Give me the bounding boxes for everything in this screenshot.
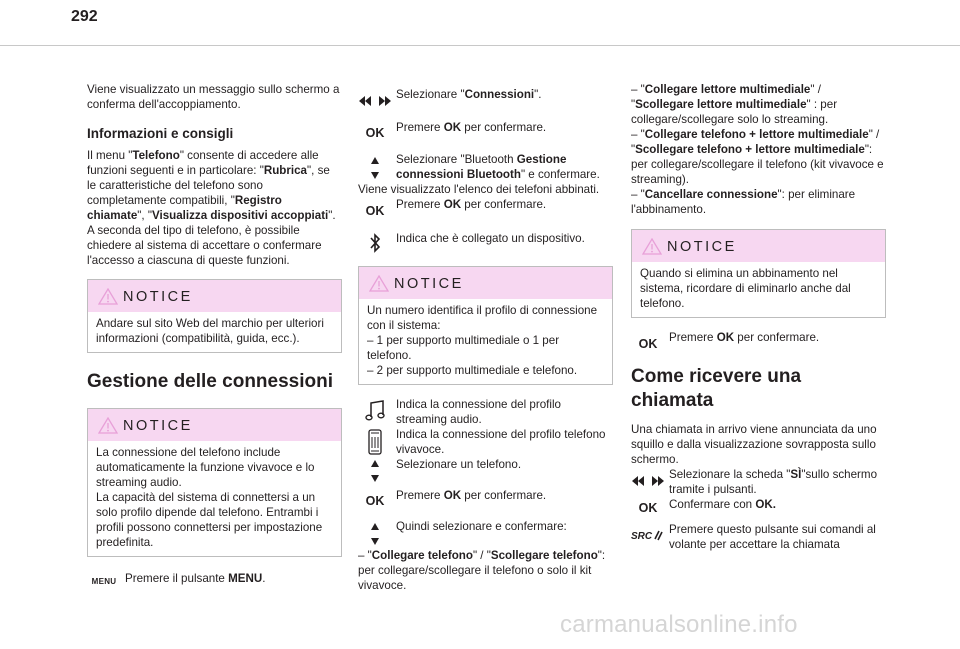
step-select-yes: Selezionare la scheda "SÌ"sullo schermo tramite i pulsanti. (631, 467, 886, 497)
ok-button-icon: OK (365, 126, 385, 140)
arrows-up-down-icon (358, 459, 392, 483)
step-confirm-ok: OK Confermare con OK. (631, 497, 886, 512)
warning-icon (98, 417, 118, 434)
header-divider (0, 45, 960, 46)
arrows-left-right-icon (358, 96, 392, 106)
step-press-ok-4: OK Premere OK per confermare. (631, 330, 886, 345)
notice-header (88, 409, 341, 441)
paired-list-note: Viene visualizzato l'elenco dei telefoni abbinati. (358, 183, 600, 196)
section-title-receive-call: Come ricevere una chiamata (631, 366, 802, 411)
notice-box-1 (87, 279, 342, 353)
notice-header (632, 230, 885, 262)
step-press-ok-1: OK Premere OK per confermare. (358, 120, 613, 135)
step-press-ok-3: OK Premere OK per confermare. (358, 488, 613, 503)
phone-icon (358, 429, 392, 455)
src-phone-button-icon: SRC (631, 529, 665, 543)
incoming-call-text: Una chiamata in arrivo viene annunciata da uno squillo e dalla visualizzazione sovrapposta sullo schermo. (631, 423, 877, 466)
ok-button-icon: OK (365, 204, 385, 218)
section-title-connections: Gestione delle connessioni (87, 371, 334, 392)
option-connect-phone: – "Collegare telefono" / "Scollegare telefono": per collegare/scollegare il telefono o solo il kit vivavoce. (358, 549, 606, 592)
ok-button-icon: OK (638, 501, 658, 515)
page-number: 292 (71, 8, 98, 25)
notice-body: Un numero identifica il profilo di connessione con il sistema: – 1 per supporto multimediale o 1 per telefono. – 2 per supporto multimediale e telefono. (367, 304, 598, 377)
notice-header (359, 267, 612, 299)
arrows-up-down-icon (358, 522, 392, 546)
step-select-confirm: Quindi selezionare e confermare: (358, 519, 613, 534)
music-note-icon (358, 400, 392, 422)
notice-header (88, 280, 341, 312)
ok-button-icon: OK (365, 494, 385, 508)
step-select-phone: Selezionare un telefono. (358, 457, 613, 472)
pairing-message: Viene visualizzato un messaggio sullo schermo a conferma dell'accoppiamento. (87, 83, 340, 111)
notice-body: Andare sul sito Web del marchio per ulteriori informazioni (compatibilità, guida, ecc.). (96, 317, 324, 345)
arrows-up-down-icon (358, 156, 392, 180)
info-paragraph-2: A seconda del tipo di telefono, è possibile chiedere al sistema di accettare o confermare l'accesso a ciascuna di queste funzioni. (87, 224, 322, 267)
bluetooth-icon (358, 233, 392, 253)
notice-box-4 (631, 229, 886, 318)
step-bluetooth-connected: Indica che è collegato un dispositivo. (358, 231, 613, 246)
arrows-left-right-icon (631, 476, 665, 486)
notice-box-3 (358, 266, 613, 385)
step-audio-streaming: Indica la connessione del profilo streaming audio. (358, 397, 613, 427)
notice-title: NOTICE (667, 239, 737, 255)
notice-body: La connessione del telefono include automaticamente la funzione vivavoce e lo streaming audio. La capacità del sistema di connettersi a un solo profilo dipende dal telefono. Entrambi i profili possono connettersi per impostazione predefinita. (96, 446, 323, 549)
notice-body: Quando si elimina un abbinamento nel sistema, ricordare di eliminarlo anche dal telefono. (640, 267, 851, 310)
option-connect-phone-media: – "Collegare telefono + lettore multimediale" / "Scollegare telefono + lettore multimediale": per collegare/scollegare il telefono (kit vivavoce e streaming). (631, 128, 884, 186)
step-select-connections: Selezionare "Connessioni". (358, 87, 613, 102)
notice-title: NOTICE (394, 276, 464, 292)
step-steering-wheel: SRC Premere questo pulsante sui comandi al volante per accettare la chiamata (631, 523, 876, 551)
menu-button-icon: MENU (91, 577, 117, 586)
column-1 (87, 82, 342, 586)
notice-box-2 (87, 408, 342, 557)
option-connect-media: – "Collegare lettore multimediale" / "Scollegare lettore multimediale" : per collegare/scollegare solo lo streaming. (631, 83, 838, 126)
step-handsfree-profile: Indica la connessione del profilo telefono vivavoce. (358, 427, 613, 457)
step-press-menu: MENU Premere il pulsante MENU. (87, 571, 342, 586)
warning-icon (98, 288, 118, 305)
footer-watermark: carmanualsonline.info (560, 611, 798, 638)
warning-icon (369, 275, 389, 292)
ok-button-icon: OK (638, 337, 658, 351)
column-2 (358, 82, 613, 593)
step-select-bluetooth: Selezionare "Bluetooth Gestione connessioni Bluetooth" e confermare. (358, 152, 613, 182)
info-heading: Informazioni e consigli (87, 126, 234, 141)
column-3 (631, 82, 886, 552)
notice-title: NOTICE (123, 289, 193, 305)
warning-icon (642, 238, 662, 255)
step-press-ok-2: OK Premere OK per confermare. (358, 197, 613, 212)
info-paragraph: Il menu "Telefono" consente di accedere alle funzioni seguenti e in particolare: "Rubrica", se le caratteristiche del telefono sono completamente compatibili, "Registro chiamate", "Visualizza dispositivi accoppiati". (87, 149, 336, 222)
option-delete-connection: – "Cancellare connessione": per eliminare l'abbinamento. (631, 188, 856, 216)
notice-title: NOTICE (123, 418, 193, 434)
